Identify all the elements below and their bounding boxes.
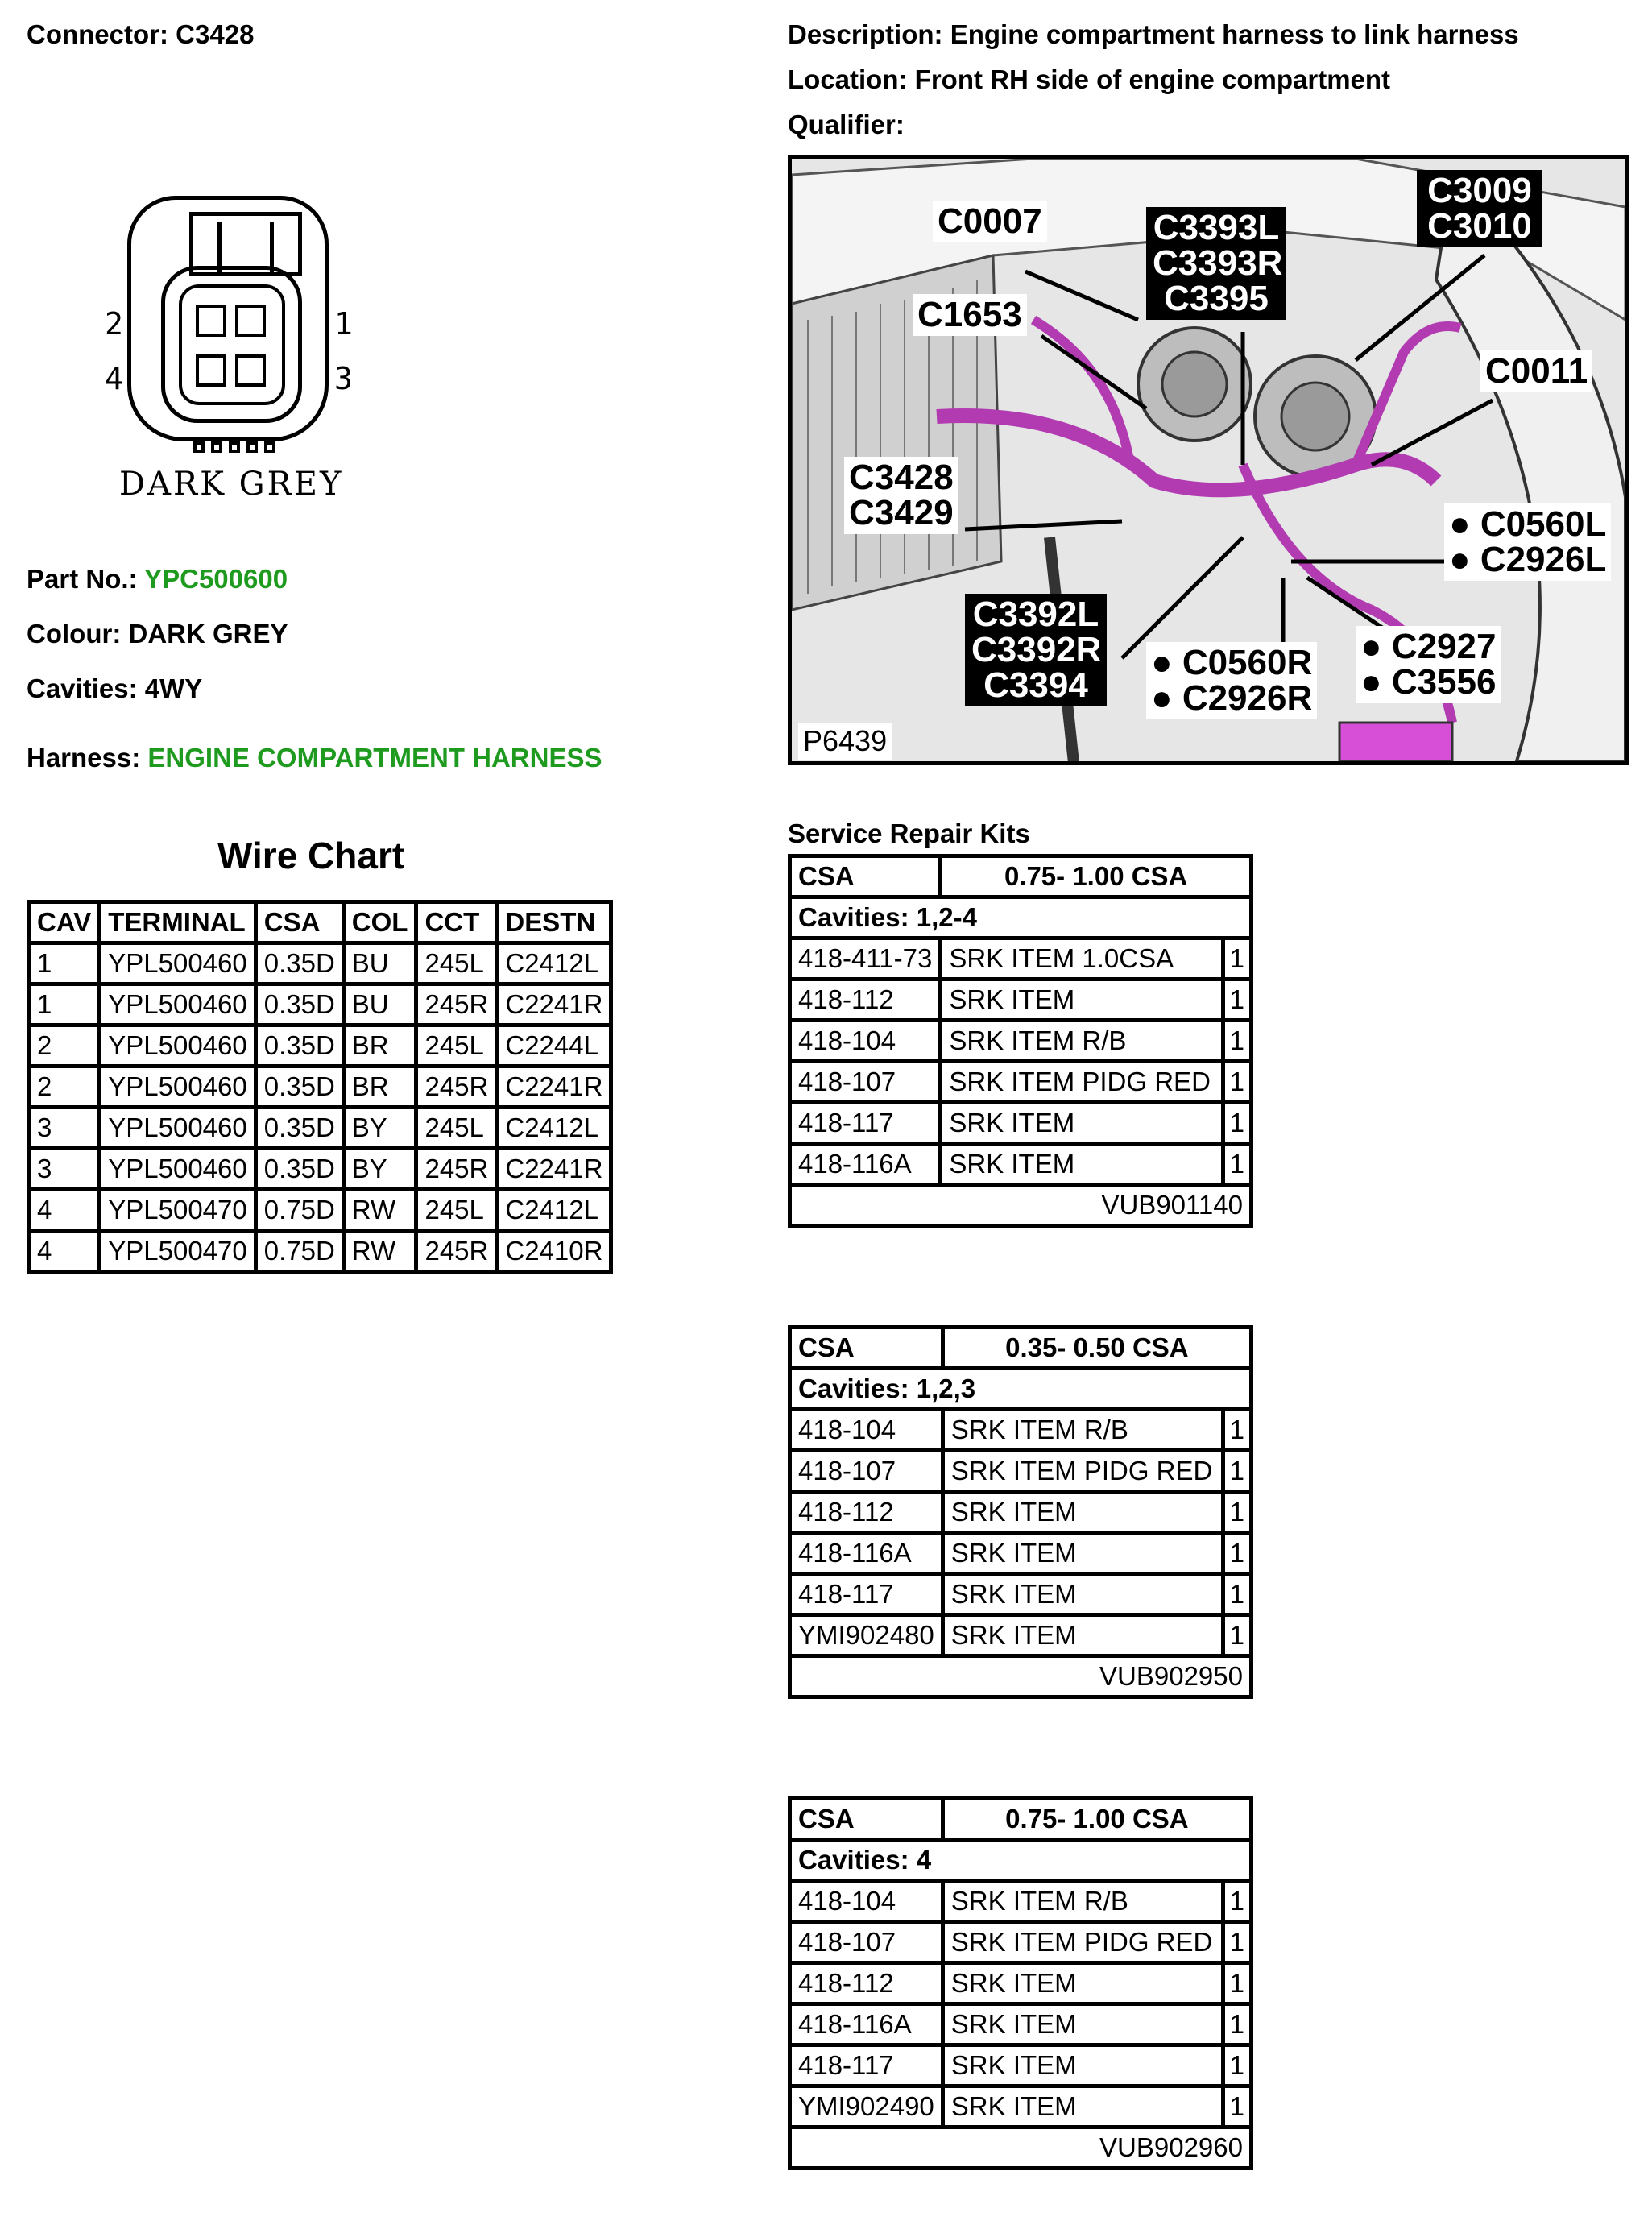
srk-part-no: 418-104 <box>790 1881 943 1922</box>
connector-colour-caption: DARK GREY <box>119 466 344 503</box>
wire-chart-cell: 2 <box>29 1067 100 1108</box>
srk-item-qty: 1 <box>1223 2086 1251 2128</box>
callout-c3392l: C3392L <box>972 595 1099 634</box>
srk-item-qty: 1 <box>1223 980 1251 1021</box>
location-line: Location: Front RH side of engine compartment <box>788 64 1391 94</box>
harness-value: ENGINE COMPARTMENT HARNESS <box>147 743 602 773</box>
wire-chart-row <box>29 1025 611 1067</box>
wire-chart-cell: 0.35D <box>255 1149 343 1190</box>
callout-c0560r-group: ● C0560R ● C2926R <box>1146 642 1317 719</box>
srk-item-qty: 1 <box>1223 1922 1251 1963</box>
wire-chart-cell: 245L <box>416 1108 497 1149</box>
srk-item-row <box>790 1144 1252 1185</box>
pin-label-1: 1 <box>334 306 353 342</box>
srk-title: Service Repair Kits <box>788 818 1030 848</box>
description-line: Description: Engine compartment harness to link harness <box>788 19 1519 49</box>
callout-c3393-group <box>1146 207 1286 320</box>
callout-c1653: C1653 <box>913 294 1027 336</box>
wire-chart-cell: 245R <box>416 1231 497 1272</box>
col-header: DESTN <box>497 902 611 943</box>
wire-chart-cell: C2412L <box>497 1190 611 1231</box>
wire-chart-cell: YPL500470 <box>100 1231 256 1272</box>
srk-item-qty: 1 <box>1223 1615 1251 1656</box>
wire-chart-cell: 245R <box>416 1067 497 1108</box>
callout-c0011: C0011 <box>1480 350 1592 392</box>
callout-c2926l: C2926L <box>1480 540 1607 579</box>
wire-chart-row <box>29 1067 611 1108</box>
srk-item-row <box>790 980 1252 1021</box>
srk-item-qty: 1 <box>1223 1963 1251 2004</box>
srk-kit-row <box>790 1185 1252 1226</box>
photo-ref: P6439 <box>798 723 892 760</box>
wire-chart-cell: 245R <box>416 984 497 1025</box>
pin-1-cavity <box>235 305 266 337</box>
wire-chart-header-row <box>29 902 611 943</box>
wire-chart-row <box>29 943 611 984</box>
connector-foot <box>211 441 222 453</box>
srk-item-desc: SRK ITEM R/B <box>942 1410 1223 1451</box>
wire-chart-cell: YPL500460 <box>100 1149 256 1190</box>
srk-cavities-row <box>790 1369 1252 1410</box>
wire-chart-cell: C2241R <box>497 984 611 1025</box>
srk-item-qty: 1 <box>1223 1881 1251 1922</box>
srk-csa-label: CSA <box>790 856 941 897</box>
srk-item-row <box>790 1963 1252 2004</box>
srk-item-desc: SRK ITEM <box>941 1103 1223 1144</box>
srk-item-row <box>790 1615 1252 1656</box>
srk-part-no: 418-112 <box>790 1963 943 2004</box>
wire-chart-cell: 3 <box>29 1149 100 1190</box>
wire-chart-cell: YPL500460 <box>100 943 256 984</box>
wire-chart-table <box>27 900 613 1274</box>
srk-item-row <box>790 1021 1252 1062</box>
wire-chart-title: Wire Chart <box>217 835 405 876</box>
part-no-line: Part No.: YPC500600 <box>27 564 288 594</box>
wire-chart-cell: 4 <box>29 1190 100 1231</box>
pin-label-2: 2 <box>105 306 123 342</box>
srk-item-desc: SRK ITEM <box>941 980 1223 1021</box>
srk-cavities: Cavities: 4 <box>790 1840 1252 1881</box>
location-text: Front RH side of engine compartment <box>914 64 1391 94</box>
srk-table <box>788 854 1253 1228</box>
wire-chart-cell: 2 <box>29 1025 100 1067</box>
wire-chart-cell: RW <box>343 1231 416 1272</box>
srk-item-qty: 1 <box>1223 2045 1251 2086</box>
srk-part-no: 418-112 <box>790 980 941 1021</box>
srk-item-row <box>790 1492 1252 1533</box>
srk-item-desc: SRK ITEM PIDG RED <box>941 1062 1223 1103</box>
wire-chart-cell: 245L <box>416 1025 497 1067</box>
callout-c3392r: C3392R <box>971 630 1102 669</box>
wire-chart-cell: YPL500460 <box>100 1108 256 1149</box>
wire-chart-cell: YPL500460 <box>100 1067 256 1108</box>
srk-kit-number: VUB901140 <box>790 1185 1252 1226</box>
srk-csa-label: CSA <box>790 1799 943 1840</box>
srk-csa-range: 0.75- 1.00 CSA <box>941 856 1252 897</box>
wire-chart-cell: 1 <box>29 943 100 984</box>
wire-chart-cell: 0.75D <box>255 1190 343 1231</box>
wire-chart-cell: C2241R <box>497 1067 611 1108</box>
pin-label-3: 3 <box>334 361 353 396</box>
srk-csa-range: 0.75- 1.00 CSA <box>942 1799 1251 1840</box>
cavities-line: Cavities: 4WY <box>27 673 203 703</box>
location-photo <box>788 155 1629 765</box>
connector-core <box>179 284 285 405</box>
callout-c3429: C3429 <box>849 493 954 532</box>
callout-c3392-group <box>965 594 1107 706</box>
col-header: TERMINAL <box>100 902 256 943</box>
wire-chart-cell: 0.35D <box>255 1067 343 1108</box>
srk-kit-number: VUB902960 <box>790 2128 1252 2169</box>
qualifier-line: Qualifier: <box>788 110 905 139</box>
callout-c2927-group: ● C2927 ● C3556 <box>1356 626 1501 703</box>
srk-item-qty: 1 <box>1223 938 1251 980</box>
srk-item-row <box>790 1103 1252 1144</box>
srk-item-qty: 1 <box>1223 2004 1251 2045</box>
wire-chart-cell: BU <box>343 943 416 984</box>
srk-part-no: 418-112 <box>790 1492 943 1533</box>
col-header: CAV <box>29 902 100 943</box>
srk-part-no: 418-107 <box>790 1922 943 1963</box>
srk-part-no: 418-104 <box>790 1410 943 1451</box>
srk-header-row <box>790 856 1252 897</box>
srk-item-desc: SRK ITEM <box>942 1615 1223 1656</box>
srk-item-desc: SRK ITEM <box>941 1144 1223 1185</box>
callout-c3556: C3556 <box>1391 662 1497 702</box>
wire-chart-cell: 1 <box>29 984 100 1025</box>
wire-chart-cell: 3 <box>29 1108 100 1149</box>
wire-chart-cell: 0.75D <box>255 1231 343 1272</box>
wire-chart-cell: YPL500470 <box>100 1190 256 1231</box>
cavities-value: 4WY <box>144 673 203 703</box>
wire-chart-row <box>29 984 611 1025</box>
description-text: Engine compartment harness to link harness <box>950 19 1519 49</box>
callout-c3395: C3395 <box>1164 279 1269 318</box>
srk-table <box>788 1796 1253 2170</box>
wire-chart-cell: 4 <box>29 1231 100 1272</box>
srk-part-no: 418-117 <box>790 2045 943 2086</box>
wire-chart-row <box>29 1231 611 1272</box>
connector-foot <box>264 441 275 453</box>
wire-chart-cell: 0.35D <box>255 984 343 1025</box>
wire-chart-cell: C2412L <box>497 943 611 984</box>
srk-item-desc: SRK ITEM 1.0CSA <box>941 938 1223 980</box>
callout-c0007: C0007 <box>933 201 1047 242</box>
srk-part-no: 418-117 <box>790 1103 941 1144</box>
callout-c3010: C3010 <box>1427 206 1532 246</box>
srk-csa-range: 0.35- 0.50 CSA <box>942 1328 1251 1369</box>
pin-label-4: 4 <box>105 361 123 396</box>
srk-item-desc: SRK ITEM R/B <box>942 1881 1223 1922</box>
srk-item-qty: 1 <box>1223 1574 1251 1615</box>
pin-2-cavity <box>196 305 226 337</box>
srk-item-qty: 1 <box>1223 1144 1251 1185</box>
srk-part-no: 418-116A <box>790 1144 941 1185</box>
srk-cavities: Cavities: 1,2,3 <box>790 1369 1252 1410</box>
srk-part-no: 418-117 <box>790 1574 943 1615</box>
srk-item-desc: SRK ITEM <box>942 1492 1223 1533</box>
pin-4-cavity <box>196 354 226 387</box>
wire-chart-row <box>29 1149 611 1190</box>
connector-heading: Connector: C3428 <box>27 19 255 49</box>
srk-kit-row <box>790 2128 1252 2169</box>
connector-foot <box>229 441 240 453</box>
srk-cavities-row <box>790 897 1252 938</box>
callout-c3009-group <box>1417 170 1542 247</box>
srk-item-desc: SRK ITEM PIDG RED <box>942 1922 1223 1963</box>
callout-c0560l-group: ● C0560L ● C2926L <box>1444 503 1611 581</box>
srk-item-row <box>790 1451 1252 1492</box>
srk-table <box>788 1325 1253 1699</box>
wire-chart-cell: 0.35D <box>255 1025 343 1067</box>
srk-kit-number: VUB902950 <box>790 1656 1252 1697</box>
wire-chart-cell: 245L <box>416 1190 497 1231</box>
srk-part-no: 418-104 <box>790 1021 941 1062</box>
wire-chart-cell: C2412L <box>497 1108 611 1149</box>
srk-item-desc: SRK ITEM R/B <box>941 1021 1223 1062</box>
srk-item-qty: 1 <box>1223 1021 1251 1062</box>
srk-item-desc: SRK ITEM PIDG RED <box>942 1451 1223 1492</box>
srk-item-row <box>790 1574 1252 1615</box>
wire-chart-cell: RW <box>343 1190 416 1231</box>
srk-item-row <box>790 1062 1252 1103</box>
callout-c3393l: C3393L <box>1153 208 1280 247</box>
wire-chart-cell: BR <box>343 1067 416 1108</box>
srk-item-row <box>790 2045 1252 2086</box>
col-header: CCT <box>416 902 497 943</box>
wire-chart-row <box>29 1190 611 1231</box>
callout-c3009: C3009 <box>1427 171 1532 210</box>
srk-item-row <box>790 938 1252 980</box>
wire-chart-cell: 245R <box>416 1149 497 1190</box>
srk-item-desc: SRK ITEM <box>942 1574 1223 1615</box>
srk-item-desc: SRK ITEM <box>942 2045 1223 2086</box>
connector-id: C3428 <box>176 19 255 49</box>
callout-c3428: C3428 <box>849 458 954 497</box>
wire-chart-cell: C2410R <box>497 1231 611 1272</box>
srk-item-qty: 1 <box>1223 1062 1251 1103</box>
srk-header-row <box>790 1799 1252 1840</box>
srk-item-qty: 1 <box>1223 1451 1251 1492</box>
wire-chart-cell: BY <box>343 1149 416 1190</box>
wire-chart-cell: BR <box>343 1025 416 1067</box>
part-no-value: YPC500600 <box>144 564 288 594</box>
srk-item-qty: 1 <box>1223 1492 1251 1533</box>
srk-item-row <box>790 1410 1252 1451</box>
srk-cavities-row <box>790 1840 1252 1881</box>
srk-part-no: 418-116A <box>790 2004 943 2045</box>
srk-csa-label: CSA <box>790 1328 943 1369</box>
srk-item-row <box>790 1533 1252 1574</box>
srk-item-row <box>790 2004 1252 2045</box>
srk-item-row <box>790 2086 1252 2128</box>
srk-part-no: 418-116A <box>790 1533 943 1574</box>
callout-c0560l: C0560L <box>1480 504 1607 544</box>
callout-c3393r: C3393R <box>1153 243 1283 283</box>
srk-part-no: YMI902480 <box>790 1615 943 1656</box>
srk-cavities: Cavities: 1,2-4 <box>790 897 1252 938</box>
colour-value: DARK GREY <box>128 619 288 648</box>
srk-item-qty: 1 <box>1223 1410 1251 1451</box>
srk-part-no: YMI902490 <box>790 2086 943 2128</box>
wire-chart-cell: YPL500460 <box>100 984 256 1025</box>
srk-item-desc: SRK ITEM <box>942 2086 1223 2128</box>
wire-chart-row <box>29 1108 611 1149</box>
callout-c3428-group <box>844 457 958 534</box>
srk-item-desc: SRK ITEM <box>942 2004 1223 2045</box>
wire-chart-cell: C2244L <box>497 1025 611 1067</box>
callout-c2926r: C2926R <box>1182 678 1313 718</box>
srk-item-qty: 1 <box>1223 1533 1251 1574</box>
wire-chart-cell: C2241R <box>497 1149 611 1190</box>
harness-line: Harness: ENGINE COMPARTMENT HARNESS <box>27 743 602 773</box>
wire-chart-cell: BY <box>343 1108 416 1149</box>
srk-item-desc: SRK ITEM <box>942 1533 1223 1574</box>
connector-foot <box>246 441 258 453</box>
wire-chart-cell: BU <box>343 984 416 1025</box>
srk-part-no: 418-411-73 <box>790 938 941 980</box>
srk-part-no: 418-107 <box>790 1062 941 1103</box>
srk-item-qty: 1 <box>1223 1103 1251 1144</box>
callout-c3394: C3394 <box>983 665 1088 705</box>
wire-chart-cell: 245L <box>416 943 497 984</box>
callout-c2927: C2927 <box>1391 627 1497 666</box>
connector-foot <box>193 441 205 453</box>
col-header: CSA <box>255 902 343 943</box>
srk-item-desc: SRK ITEM <box>942 1963 1223 2004</box>
colour-line: Colour: DARK GREY <box>27 619 288 648</box>
callout-c0560r: C0560R <box>1182 643 1313 682</box>
srk-item-row <box>790 1922 1252 1963</box>
srk-part-no: 418-107 <box>790 1451 943 1492</box>
wire-chart-cell: YPL500460 <box>100 1025 256 1067</box>
srk-item-row <box>790 1881 1252 1922</box>
col-header: COL <box>343 902 416 943</box>
srk-kit-row <box>790 1656 1252 1697</box>
wire-chart-cell: 0.35D <box>255 943 343 984</box>
wire-chart-cell: 0.35D <box>255 1108 343 1149</box>
pin-3-cavity <box>235 354 266 387</box>
srk-header-row <box>790 1328 1252 1369</box>
